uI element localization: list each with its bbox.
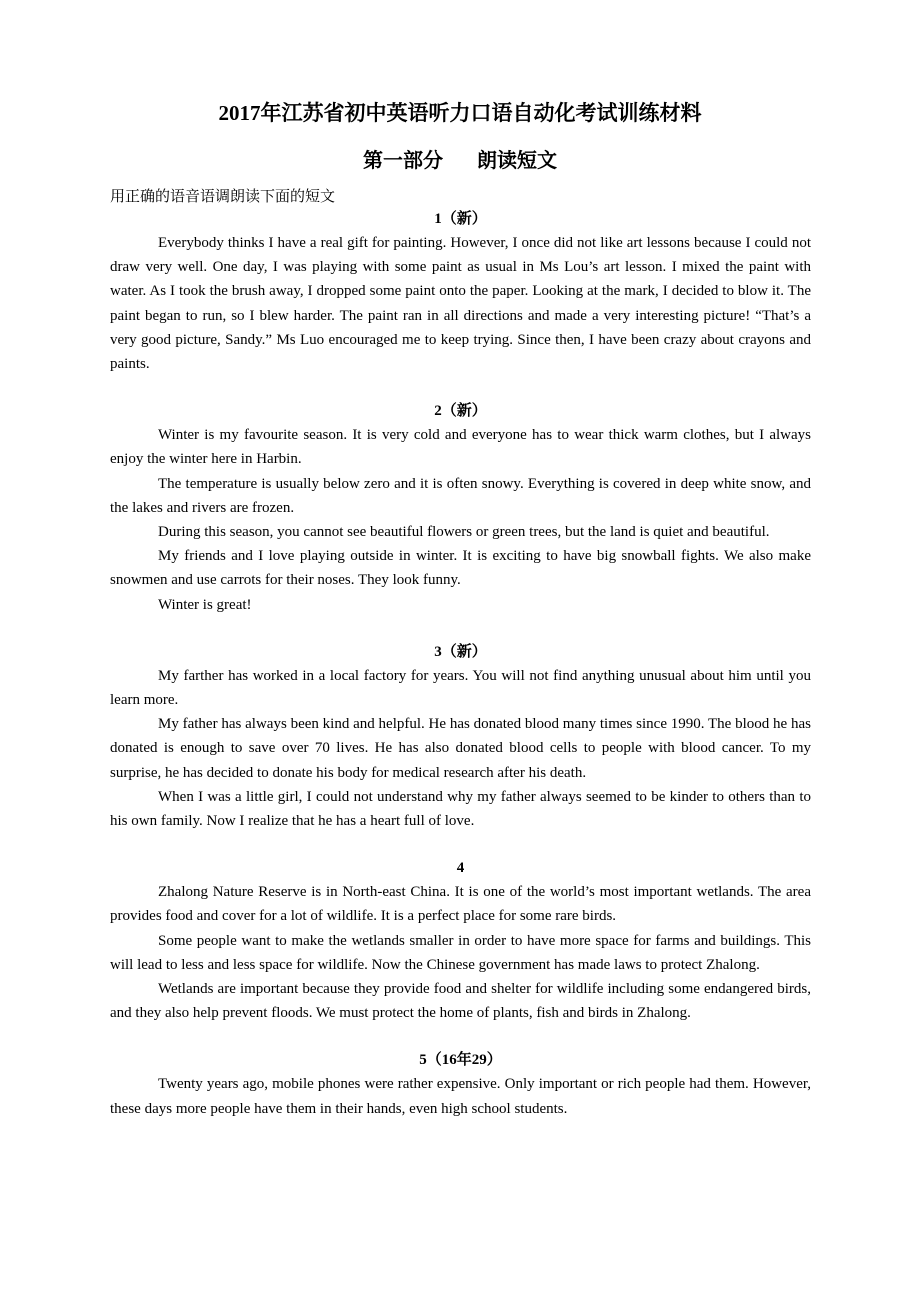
passage-paragraph: The temperature is usually below zero and it is often snowy. Everything is covered in deep white snow, and the lakes and rivers are frozen. — [110, 475, 811, 516]
passage — [110, 640, 811, 833]
passage-paragraph: My farther has worked in a local factory for years. You will not find anything unusual about him until you learn more. — [110, 667, 811, 709]
part-label: 第一部分 — [363, 150, 443, 172]
passage-heading: 3（新） — [434, 643, 487, 660]
passage-heading: 2（新） — [434, 403, 487, 420]
passage — [110, 399, 811, 617]
passage-paragraph: My friends and I love playing outside in winter. It is exciting to have big snowball fights. We also make snowmen and use carrots for their noses. They look funny. — [110, 548, 811, 589]
passage-paragraph: During this season, you cannot see beautiful flowers or green trees, but the land is quiet and beautiful. — [158, 524, 770, 541]
passage — [110, 1048, 811, 1120]
passage-paragraph: Some people want to make the wetlands smaller in order to have more space for farms and buildings. This will lead to less and less space for wildlife. Now the Chinese government has made laws to protect Zhalong. — [110, 932, 811, 973]
part-name: 朗读短文 — [477, 150, 557, 172]
passage-paragraph: When I was a little girl, I could not understand why my father always seemed to be kinder to others than to his own family. Now I realize that he has a heart full of love. — [110, 788, 811, 830]
passage-paragraph: Twenty years ago, mobile phones were rather expensive. Only important or rich people had them. However, these days more people have them in their hands, even high school students. — [110, 1076, 811, 1117]
instruction-text: 用正确的语音语调朗读下面的短文 — [110, 189, 336, 205]
passage-heading: 5（16年29） — [419, 1052, 502, 1069]
passage-paragraph: Winter is my favourite season. It is very cold and everyone has to wear thick warm clothes, but I always enjoy the winter here in Harbin. — [110, 427, 811, 468]
passage — [110, 856, 811, 1025]
passage-paragraph: Everybody thinks I have a real gift for painting. However, I once did not like art lessons because I could not draw very well. One day, I was playing with some paint as usual in Ms Lou’s art lesson. I mixed the paint with water. As I took the brush away, I dropped some paint onto the paper. Looking at the mark, I decided to blow it. The paint began to run, so I blew harder. The paint ran in all directions and made a very interesting picture! “That’s a very good picture, Sandy.” Ms Luo encouraged me to keep trying. Since then, I have been crazy about crayons and paints. — [110, 235, 811, 373]
passage-paragraph: Wetlands are important because they provide food and shelter for wildlife including some endangered birds, and they also help prevent floods. We must protect the home of plants, fish and birds in Zhalong. — [110, 981, 811, 1022]
part-title — [0, 147, 920, 175]
passage-paragraph: Winter is great! — [158, 596, 252, 613]
passage-paragraph: Zhalong Nature Reserve is in North-east China. It is one of the world’s most important wetlands. The area provides food and cover for a lot of wildlife. It is a perfect place for some rare birds. — [110, 884, 811, 925]
passage-heading: 1（新） — [434, 211, 487, 227]
passage — [110, 207, 811, 376]
passage-list — [110, 207, 811, 1144]
document-title: 2017年江苏省初中英语听力口语自动化考试训练材料 — [218, 101, 702, 125]
passage-paragraph: My father has always been kind and helpful. He has donated blood many times since 1990. The blood he has donated is enough to save over 70 lives. He has also donated blood cells to people with blood cancer. To my surprise, he has decided to donate his body for medical research after his death. — [110, 716, 811, 781]
passage-heading: 4 — [456, 860, 465, 877]
